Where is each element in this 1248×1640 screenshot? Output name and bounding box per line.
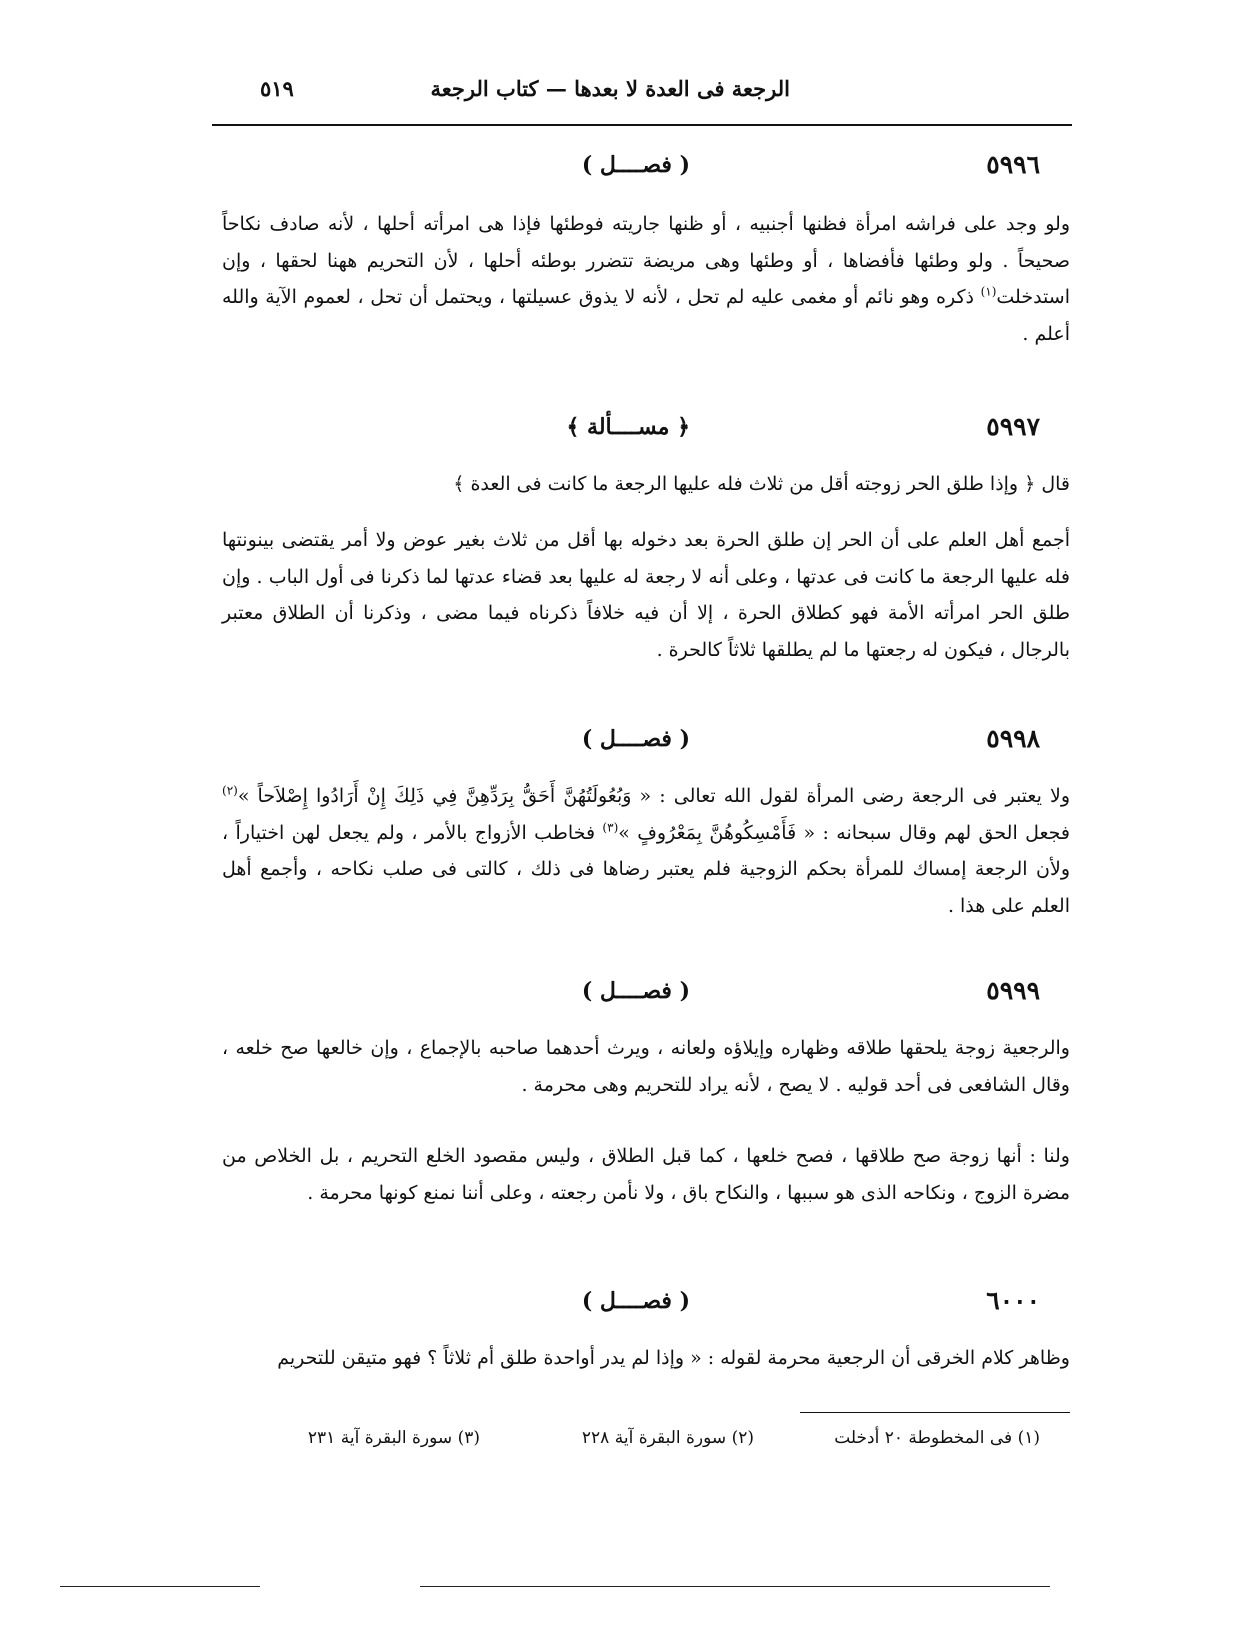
header-rule	[212, 124, 1072, 126]
section-number: ٥٩٩٦	[986, 150, 1040, 179]
page-header	[220, 76, 1070, 116]
paragraph: ولو وجد على فراشه امرأة فظنها أجنبيه ، أو ظنها جاريته فوطئها فإذا هى امرأته أحلها ، لأنه صادف نكاحاً صحيحاً . ولو وطئها فأفضاها ، أو وطئها وهى مريضة تتضرر بوطئه أحلها ، لأن التحريم ههنا لحقها ، وإن استدخلت$^{(١)}$ ذكره وهو نائم أو مغمى عليه لم تحل ، لأنه لا يذوق عسيلتها ، ويحتمل أن تحل ، لعموم الآية والله أعلم .	[222, 213, 1070, 345]
running-title: الرجعة فى العدة لا بعدها — كتاب الرجعة	[430, 76, 790, 101]
section-heading-6000	[220, 1286, 1070, 1326]
paragraph: والرجعية زوجة يلحقها طلاقه وظهاره وإيلاؤه ولعانه ، ويرث أحدهما صاحبه بالإجماع ، وإن خالعها صح خلعه ، وقال الشافعى فى أحد قوليه . لا يصح ، لأنه يراد للتحريم وهى محرمة .	[222, 1037, 1070, 1096]
footnotes	[280, 1428, 1040, 1464]
paragraph: ولا يعتبر فى الرجعة رضى المرأة لقول الله تعالى : « وَبُعُولَتُهُنَّ أَحَقُّ بِرَدِّهِنَّ فِي ذَلِكَ إِنْ أَرَادُوا إِصْلاَحاً »$^{(٢)}$ فجعل الحق لهم وقال سبحانه : « فَأَمْسِكُوهُنَّ بِمَعْرُوفٍ »$^{(٣)}$ فخاطب الأزواج بالأمر ، ولم يجعل لهن اختياراً ، ولأن الرجعة إمساك للمرأة بحكم الزوجية فلم يعتبر رضاها فى ذلك ، كالتى فى صلب نكاحه ، وأجمع أهل العلم على هذا .	[222, 783, 1070, 917]
section-number: ٥٩٩٩	[986, 976, 1040, 1005]
paragraph: قال ﴿ وإذا طلق الحر زوجته أقل من ثلاث فله عليها الرجعة ما كانت فى العدة ﴾	[453, 473, 1070, 495]
bottom-rule	[420, 1586, 1050, 1587]
section-label: ﴿ مســــألة ﴾	[566, 414, 690, 440]
footnote-ref: (٣)	[602, 820, 619, 835]
paragraph: أجمع أهل العلم على أن الحر إن طلق الحرة بعد دخوله بها أقل من ثلاث بغير عوض ولا أمر يقتضى بينونتها فله عليها الرجعة ما كانت فى عدتها ، وعلى أنه لا رجعة له عليها بعد قضاء عدتها لما ذكرنا فى أول الباب . وإن طلق الحر امرأته الأمة فهو كطلاق الحرة ، إلا أن فيه خلافاً ذكرناه فيما مضى ، وذكرنا أن الطلاق معتبر بالرجال ، فيكون له رجعتها ما لم يطلقها ثلاثاً كالحرة .	[222, 529, 1070, 661]
section-label: ( فصــــل )	[581, 1288, 690, 1314]
bottom-rule	[60, 1586, 260, 1587]
paragraph: وظاهر كلام الخرقى أن الرجعية محرمة لقوله : « وإذا لم يدر أواحدة طلق أم ثلاثاً ؟ فهو متيقن للتحريم	[277, 1347, 1070, 1369]
section-heading-5997	[220, 412, 1070, 452]
footnote-1: (١) فى المخطوطة ٢٠ أدخلت	[834, 1428, 1040, 1448]
footnote-ref: (١)	[980, 284, 997, 299]
page-number: ٥١٩	[260, 76, 294, 101]
section-label: ( فصــــل )	[581, 152, 690, 178]
section-number: ٥٩٩٨	[986, 724, 1040, 753]
section-label: ( فصــــل )	[581, 726, 690, 752]
footnote-rule	[800, 1412, 1070, 1413]
section-heading-5999	[220, 976, 1070, 1016]
section-number: ٦٠٠٠	[986, 1286, 1040, 1315]
footnote-2: (٢) سورة البقرة آية ٢٢٨	[581, 1428, 754, 1448]
section-heading-5998	[220, 724, 1070, 764]
section-heading-5996	[220, 150, 1070, 190]
paragraph: ولنا : أنها زوجة صح طلاقها ، فصح خلعها ، كما قبل الطلاق ، وليس مقصود الخلع التحريم ، بل الخلاص من مضرة الزوج ، ونكاحه الذى هو سببها ، والنكاح باق ، ولا نأمن رجعته ، وعلى أننا نمنع كونها محرمة .	[222, 1145, 1070, 1204]
footnote-ref: (٢)	[222, 783, 238, 798]
section-number: ٥٩٩٧	[986, 412, 1040, 441]
footnote-3: (٣) سورة البقرة آية ٢٣١	[307, 1428, 480, 1448]
section-label: ( فصــــل )	[581, 978, 690, 1004]
